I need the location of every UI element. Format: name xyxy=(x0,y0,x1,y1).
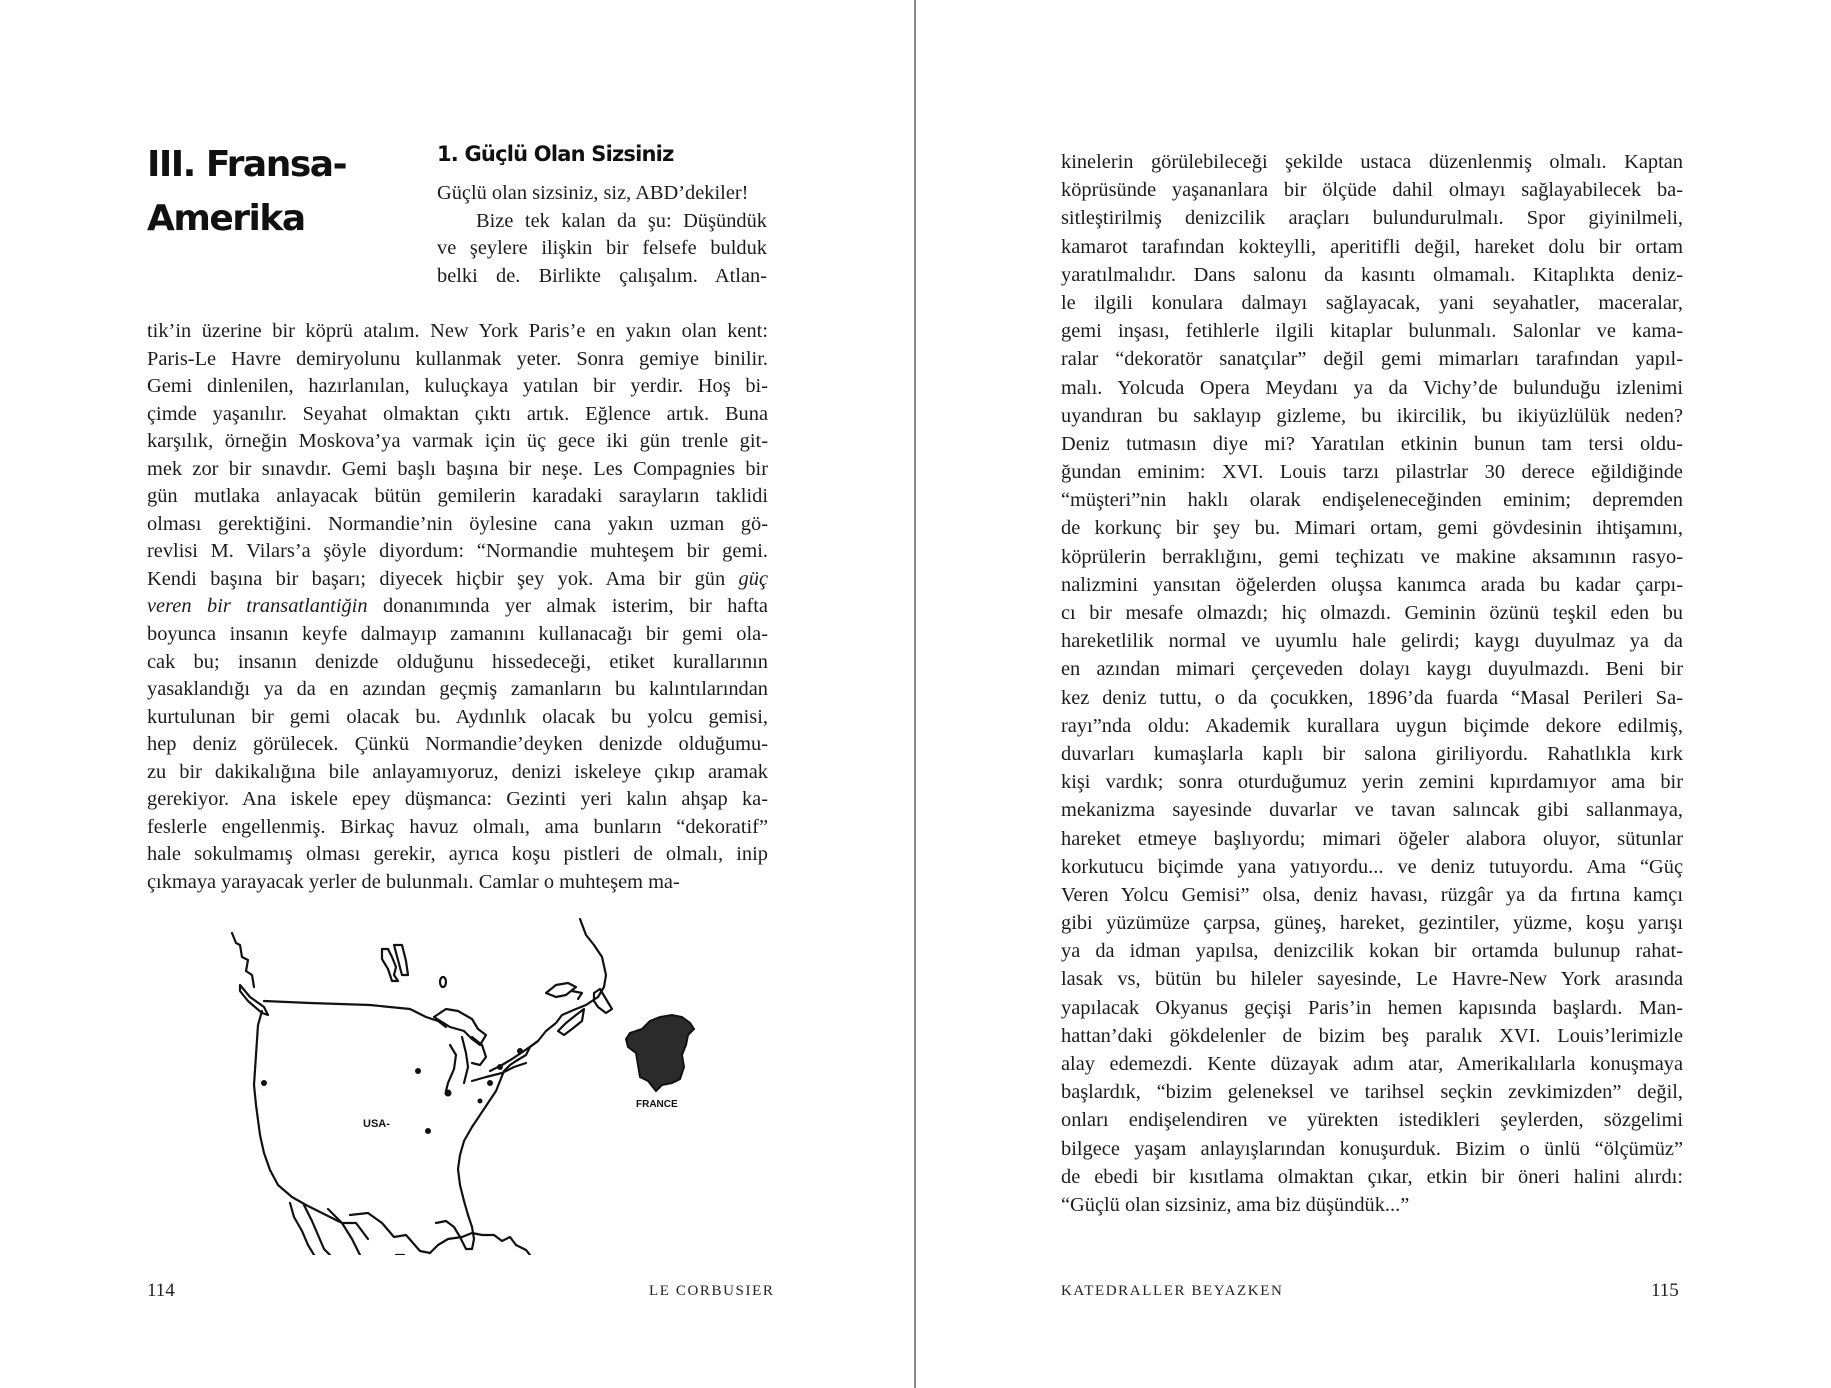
text-line: de ebedi bir kısıtlama olmaktan çıkar, etkin bir öneri halini alırdı: xyxy=(1061,1165,1683,1188)
text-line: revlisi M. Vilars’a şöyle diyordum: “Normandie muhteşem bir gemi. xyxy=(147,540,768,563)
text-line: “müşteri”nin haklı olarak endişeleneceğinden eminim; depremden xyxy=(1061,489,1683,512)
text-line: ğundan eminim: XVI. Louis tarzı pilastrlar 30 derece eğildiğinde xyxy=(1061,461,1683,484)
text-line: hale sokulmamış olması gerekir, ayrıca koşu pistleri de olmalı, inip xyxy=(147,843,768,866)
map-nova-scotia xyxy=(558,1009,584,1035)
text-run: Kendi başına bir başarı; diyecek hiçbir şey yok. Ama bir gün xyxy=(147,567,726,590)
text-line: mek zor bir sınavdır. Gemi başlı başına bir neşe. Les Compagnies bir xyxy=(147,457,768,480)
chapter-title xyxy=(147,138,427,246)
text-line: le ilgili konulara dalmayı sağlayacak, yani seyahatler, maceralar, xyxy=(1061,291,1683,314)
chapter-title-line: III. Fransa- xyxy=(147,144,347,185)
page-number-left: 114 xyxy=(147,1280,175,1301)
text-line: lasak vs, bütün bu hileler sayesinde, Le Havre-New York arasında xyxy=(1061,968,1683,991)
map-baja-california xyxy=(290,1203,330,1255)
text-line: alay edemezdi. Kente düzayak adım atar, Amerikalılarla konuşmaya xyxy=(1061,1053,1683,1075)
text-line: Gemi dinlenilen, hazırlanılan, kuluçkaya yatılan bir yerdir. Hoş bi- xyxy=(147,375,768,398)
text-line: yaratılmalıdır. Dans salonu da kasıntı olmamalı. Kitaplıkta deniz- xyxy=(1061,263,1683,286)
running-head-right: KATEDRALLER BEYAZKEN xyxy=(1061,1283,1284,1299)
text-line: de korkunç bir şey bu. Mimari ortam, gemi gövdesinin ihtişamını, xyxy=(1061,517,1683,540)
map-newfoundland xyxy=(594,989,612,1013)
map-gulf-coast xyxy=(350,1213,430,1253)
text-line: kurtulunan bir gemi olacak bu. Aydınlık olacak bu yolcu gemisi, xyxy=(147,705,768,728)
text-line: kinelerin görülebileceği şekilde ustaca düzenlenmiş olmalı. Kaptan xyxy=(1061,151,1683,173)
text-line: zu bir dakikalığına bile anlayamıyoruz, denizi iskeleye çıkıp aramak xyxy=(147,760,768,783)
text-line: gibi yüzümüze çarpsa, güneş, hareket, gezintiler, yüzme, koşu yarışı xyxy=(1061,912,1683,935)
map-label-france: FRANCE xyxy=(636,1099,678,1110)
text-line: “Güçlü olan sizsiniz, ama biz düşündük...” xyxy=(1061,1193,1410,1216)
text-line: onları endişelendiren ve yürekten istedikleri şeylerden, sözgelimi xyxy=(1061,1109,1683,1132)
text-line: çimde yaşanılır. Seyahat olmaktan çıktı artık. Eğlence artık. Buna xyxy=(147,402,768,425)
text-line: cı bir mesafe olmazdı; hiç olmazdı. Geminin özünü teşkil eden bu xyxy=(1061,602,1683,624)
text-line: ve şeylere ilişkin bir felsefe bulduk xyxy=(437,237,767,260)
map-mexico-coast xyxy=(328,1209,360,1255)
map-coastline-northwest xyxy=(232,933,254,987)
text-run: donanımında yer almak isterim, bir hafta xyxy=(383,595,768,618)
text-line: karşılık, örneğin Moskova’ya varmak için üç gece iki gün trenle git- xyxy=(147,430,768,453)
text-line: ya da idman yapılsa, denizcilik kokan bir ortamda bulunup rahat- xyxy=(1061,940,1683,963)
text-line: çıkmaya yarayacak yerler de bulunmalı. Camlar o muhteşem ma- xyxy=(147,870,680,893)
intro-paragraph xyxy=(437,180,767,290)
body-text-right xyxy=(1061,148,1683,1219)
chapter-title-line: Amerika xyxy=(147,198,305,239)
section-title: 1. Güçlü Olan Sizsiniz xyxy=(437,142,674,166)
text-line: gerekiyor. Ana iskele epey düşmanca: Gezinti yeri kalın ahşap ka- xyxy=(147,788,768,811)
map-east-coast xyxy=(436,1041,538,1249)
map-city-dot xyxy=(517,1048,523,1054)
text-line: gün mutlaka anlayacak bütün gemilerin karadaki sarayların taklidi xyxy=(147,485,768,508)
page-number-right: 115 xyxy=(1651,1280,1679,1301)
text-line: kişi vardık; sonra oturduğumuz yerin zemini kıpırdamıyor ama bir xyxy=(1061,771,1683,794)
text-line: Paris-Le Havre demiryolunu kullanmak yeter. Sonra gemiye binilir. xyxy=(147,347,768,370)
text-line: kamarot tarafından kokteylli, aperitifli değil, hareket dolu bir ortam xyxy=(1061,235,1683,258)
map-city-dot xyxy=(415,1068,421,1074)
text-line: belki de. Birlikte çalışalım. Atlan- xyxy=(437,264,767,287)
text-line: olması gerektiğini. Normandie’nin öylesine cana yakın uzman gö- xyxy=(147,512,768,535)
text-line: köprüsünde yaşananlara bir ölçüde dahil olmayı sağlayabilecek ba- xyxy=(1061,179,1683,202)
text-line: cak bu; insanın denizde olduğunu hissedeceği, etiket kurallarının xyxy=(147,650,768,673)
map-label-usa: USA- xyxy=(363,1118,390,1130)
map-city-dot xyxy=(497,1064,503,1070)
map-usa-outline xyxy=(254,1001,446,1239)
text-line: tik’in üzerine bir köprü atalım. New York Paris’e en yakın olan kent: xyxy=(147,320,768,342)
page-gutter-divider xyxy=(914,0,916,1388)
text-line: mekanizma sayesinde duvarlar ve tavan salıncak gibi sallanmaya, xyxy=(1061,799,1683,822)
map-city-dot xyxy=(445,1090,452,1097)
text-line: kez deniz tuttu, o da çocukken, 1896’da fuarda “Masal Perileri Sa- xyxy=(1061,686,1683,709)
text-line: yasaklandığı ya da en azından geçmiş zamanların bu kalıntılarından xyxy=(147,678,768,701)
text-line: gemi inşası, fetihlerle ilgili kitaplar bulunmalı. Salonlar ve kama- xyxy=(1061,320,1683,343)
body-text-left xyxy=(147,318,768,896)
text-line: uyandıran bu saklayıp gizleme, bu ikircilik, bu ikiyüzlülük neden? xyxy=(1061,404,1683,427)
map-northern-islands xyxy=(382,945,408,981)
map-florida xyxy=(516,1245,530,1255)
italic-phrase: veren bir transatlantiğin xyxy=(147,595,368,618)
map-city-dot xyxy=(261,1080,267,1086)
map-city-dot xyxy=(425,1128,431,1134)
map-lake-michigan xyxy=(446,1037,468,1091)
map-city-dot xyxy=(478,1099,483,1104)
text-line: yapılacak Okyanus geçişi Paris’in hemen kapısında başlardı. Man- xyxy=(1061,996,1683,1019)
map-lake-superior xyxy=(434,1009,486,1045)
text-line: Deniz tutmasın diye mi? Yaratılan etkinin bunun tam tersi oldu- xyxy=(1061,432,1683,455)
text-line: rayı”nda oldu: Akademik kurallara uygun biçimde dekore edilmiş, xyxy=(1061,714,1683,737)
map-small-island xyxy=(440,977,446,987)
map-illustration-usa-france xyxy=(210,905,730,1255)
text-line: malı. Yolcuda Opera Meydanı ya da Vichy’de bulunduğu izlenimi xyxy=(1061,376,1683,399)
text-line: sitleştirilmiş denizcilik araçları bulundurulmalı. Spor giyinilmeli, xyxy=(1061,207,1683,230)
running-head-left: LE CORBUSIER xyxy=(649,1283,775,1299)
text-line: boyunca insanın keyfe dalmayıp zamanını kullanacağı bir gemi ola- xyxy=(147,623,768,646)
text-line: köprülerin berraklığını, gemi teçhizatı ve makine aksamının rasyo- xyxy=(1061,545,1683,568)
map-st-lawrence xyxy=(490,919,606,1071)
text-line: Veren Yolcu Gemisi” olsa, deniz havası, rüzgâr ya da fırtına kamçı xyxy=(1061,883,1683,906)
text-line: bilgece yaşam anlayışlarından konuşurduk. Bizim o ünlü “ölçümüz” xyxy=(1061,1137,1683,1160)
text-line: duvarları kumaşlarla kaplı bir salona giriliyordu. Rahatlıkla kırk xyxy=(1061,742,1683,765)
text-line: feslerle engellenmiş. Birkaç havuz olmalı, ama bunların “dekoratif” xyxy=(147,815,768,838)
text-line: Bize tek kalan da şu: Düşündük xyxy=(476,209,767,232)
map-city-dot xyxy=(487,1080,493,1086)
text-line-mixed xyxy=(147,566,768,594)
text-line: hareket etmeye başlıyordu; mimari öğeler alabora oluyor, sütunlar xyxy=(1061,827,1683,850)
text-line: hareketlilik normal ve uyumlu hale gelirdi; kaygı duyulmaz ya da xyxy=(1061,630,1683,653)
map-gaspe xyxy=(546,983,582,999)
text-line: hattan’daki gökdelenler de bizim beş paralık XVI. Louis’lerimizle xyxy=(1061,1024,1683,1047)
map-france-shape xyxy=(626,1015,694,1091)
text-line: korkutucu biçimde yana yatıyordu... ve deniz tutuyordu. Ama “Güç xyxy=(1061,855,1683,878)
text-line: hep deniz görülecek. Çünkü Normandie’deyken denizde olduğumu- xyxy=(147,733,768,756)
text-line: nalizmini yansıtan öğelerden oluşsa kanımca arada bu kadar çarpı- xyxy=(1061,573,1683,596)
text-line: en azından mimari çerçeveden dolayı kaygı duyulmazdı. Beni bir xyxy=(1061,658,1683,681)
text-line: ralar “dekoratör sanatçılar” değil gemi mimarları tarafından yapıl- xyxy=(1061,348,1683,371)
italic-phrase: güç xyxy=(738,567,768,590)
text-line: Güçlü olan sizsiniz, siz, ABD’dekiler! xyxy=(437,182,749,204)
text-line: başlardık, “bizim geleneksel ve tarihsel seçkin zevkimizden” değil, xyxy=(1061,1081,1683,1104)
text-line-mixed xyxy=(147,593,768,621)
